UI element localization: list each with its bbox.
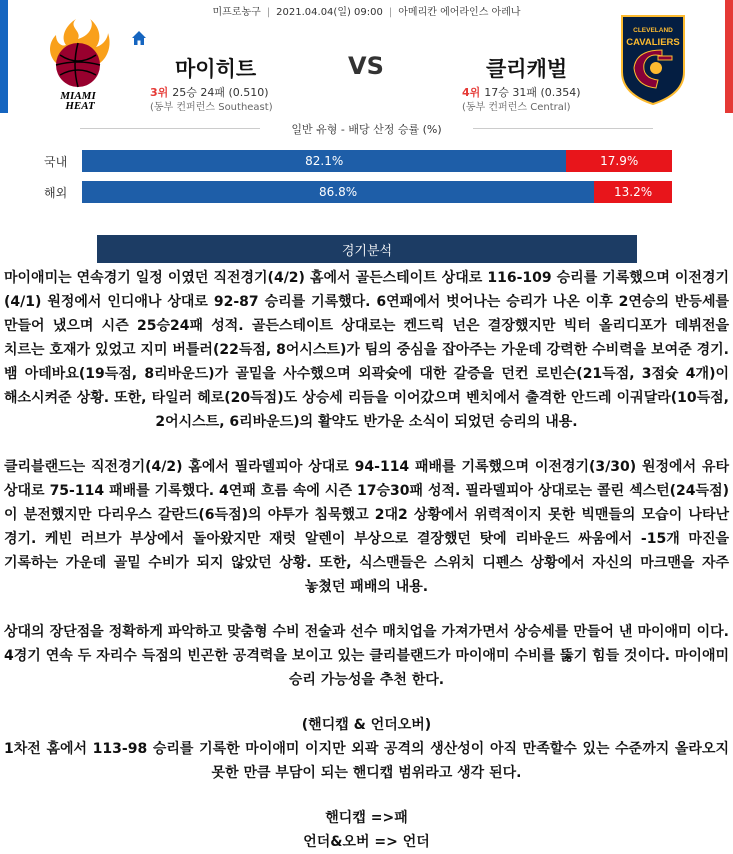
match-info-bar: 미프로농구 | 2021.04.04(일) 09:00 | 아메리칸 에어라인스 아레나 <box>212 7 521 18</box>
home-icon[interactable] <box>131 30 147 46</box>
home-team-rank: 3위 <box>150 86 169 99</box>
rate-bar <box>82 150 672 172</box>
win-rate-section <box>0 121 733 137</box>
rate-bar-home: 86.8% <box>82 181 594 203</box>
rate-bar-away: 13.2% <box>594 181 672 203</box>
analysis-body <box>4 266 729 854</box>
analysis-paragraph-summary: 상대의 장단점을 정확하게 파악하고 맞춤형 수비 전술과 선수 매치업을 가져가면서 상승세를 만들어 낸 마이애미 이다. 4경기 연속 두 자리수 득점의 빈곤한 공격력을 보이고 있는 클리블랜드가 마이애미 수비를 뚫기 힘들 것이다. 마이애미 승리 가능성을 추천 한다. <box>4 624 729 688</box>
cavs-logo-line2: CAVALIERS <box>626 37 680 48</box>
cleveland-cavaliers-logo <box>618 12 688 107</box>
away-team-name: 클리캐벌 <box>486 57 568 81</box>
venue-name: 아메리칸 에어라인스 아레나 <box>398 7 521 18</box>
away-team-wl: 17승 31패 (0.354) <box>484 86 581 99</box>
heat-logo-line1: MIAMI <box>60 90 96 102</box>
analysis-paragraph-handicap: 1차전 홈에서 113-98 승리를 기록한 마이애미 이지만 외곽 공격의 생산성이 아직 만족할수 있는 수준까지 올라오지 못한 만큼 부담이 되는 핸디캡 범위라고 생각 된다. <box>4 741 729 781</box>
win-rate-title: 일반 유형 - 배당 산정 승률 (%) <box>291 123 442 136</box>
league-name: 미프로농구 <box>212 7 261 18</box>
home-team-conference: (동부 컨퍼런스 Southeast) <box>150 102 273 113</box>
rate-row-label: 해외 <box>44 186 68 200</box>
rate-bar <box>82 181 672 203</box>
analysis-paragraph-home: 마이애미는 연속경기 일정 이였던 직전경기(4/2) 홈에서 골든스테이트 상대로 116-109 승리를 기록했으며 이전경기(4/1) 원정에서 인디애나 상대로 92-87 승리를 기록했다. 6연패에서 벗어나는 승리가 나온 이후 2연승의 반등세를 만들어 냈으며 시즌 25승24패 성적. 골든스테이트 상대로는 켄드릭 넌은 결장했지만 빅터 올리디포가 데뷔전을 치르는 호재가 있었고 지미 버틀러(22득점, 8어시스트)가 팀의 중심을 잡아주는 가운데 강력한 수비력을 보여준 경기. 뱀 아데바요(19득점, 8리바운드)가 골밑을 사수했으며 외곽슛에 대한 갈증을 던컨 로빈슨(21득점, 3점슛 4개)이 해소시켜준 상황. 또한, 타일러 헤로(20득점)도 상승세 리듬을 이어갔으며 벤치에서 출격한 안드레 이궈달라(10득점, 2어시스트, 6리바운드)의 활약도 반가운 소식이 되었던 승리의 내용. <box>4 270 729 430</box>
home-team-wl: 25승 24패 (0.510) <box>172 86 269 99</box>
rate-row-label: 국내 <box>44 155 68 169</box>
vs-label: VS <box>348 52 384 80</box>
rate-bar-home: 82.1% <box>82 150 566 172</box>
analysis-paragraph-away: 클리블랜드는 직전경기(4/2) 홈에서 필라델피아 상대로 94-114 패배를 기록했으며 이전경기(3/30) 원정에서 유타 상대로 75-114 패배를 기록했다. 4연패 흐름 속에 시즌 17승30패 성적. 필라델피아 상대로는 콜린 섹스턴(24득점)이 분전했지만 다리우스 갈란드(6득점)의 야투가 침묵했고 2대2 상황에서 위력적이지 못한 빅맨들의 모습이 나타난 경기. 케빈 러브가 부상에서 돌아왔지만 재럿 알렌이 부상으로 결장했던 탓에 리바운드 싸움에서 -15개 마진을 기록하는 가운데 골밑 수비가 되지 않았던 상황. 또한, 식스맨들은 스위치 디펜스 상황에서 자신의 마크맨을 자주 놓쳤던 패배의 내용. <box>4 459 729 595</box>
heat-logo-line2: HEAT <box>65 100 95 112</box>
handicap-section-title: (핸디캡 & 언더오버) <box>301 717 432 733</box>
miami-heat-logo <box>38 15 118 110</box>
away-team-rank: 4위 <box>462 86 481 99</box>
pick-handicap: 핸디캡 =>패 <box>325 810 408 826</box>
cavs-logo-line1: CLEVELAND <box>633 27 673 34</box>
away-team-conference: (동부 컨퍼런스 Central) <box>462 102 571 113</box>
home-team-name: 마이히트 <box>175 57 257 81</box>
rate-title-divider-right <box>473 128 653 129</box>
pick-over-under: 언더&오버 => 언더 <box>303 834 430 850</box>
analysis-header: 경기분석 <box>97 235 637 263</box>
rate-row-domestic <box>0 150 733 172</box>
match-datetime: 2021.04.04(일) 09:00 <box>276 7 383 18</box>
rate-row-overseas <box>0 181 733 203</box>
rate-title-divider-left <box>80 128 260 129</box>
rate-bar-away: 17.9% <box>566 150 672 172</box>
